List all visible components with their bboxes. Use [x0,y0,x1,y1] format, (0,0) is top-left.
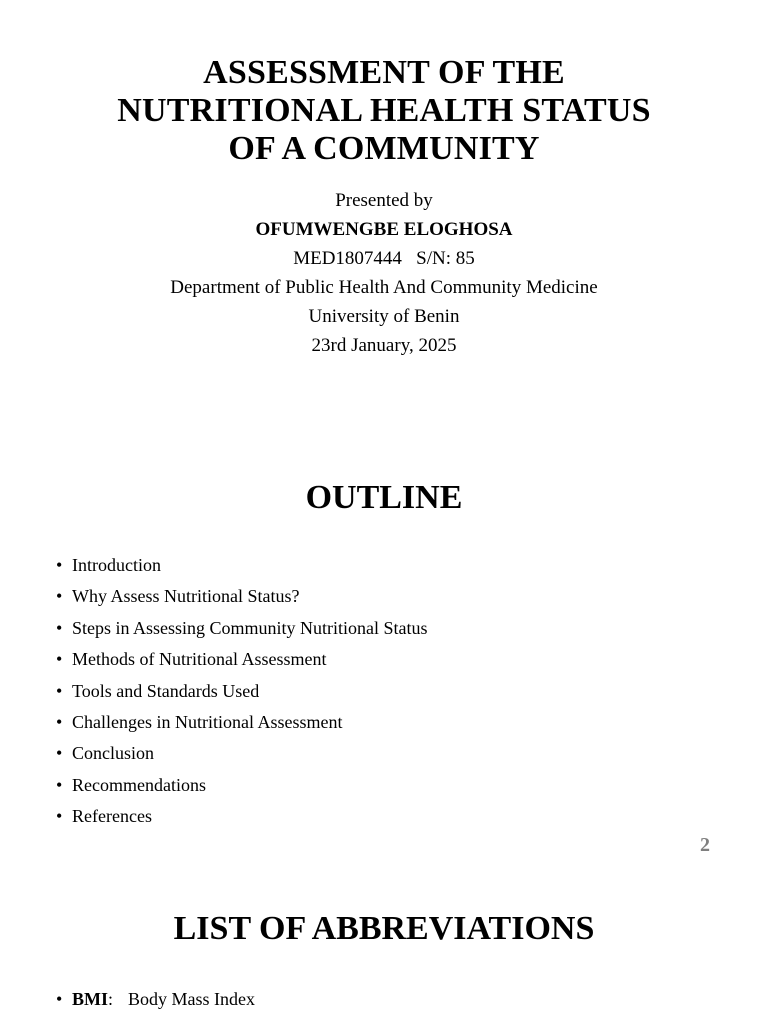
title-line: OF A COMMUNITY [228,130,540,167]
abbreviations-title: LIST OF ABBREVIATIONS [173,910,595,947]
bullet-icon: • [56,555,63,575]
list-item [56,707,428,738]
outline-item-label: Tools and Standards Used [72,680,260,701]
list-item [56,801,428,832]
outline-item-label: Challenges in Nutritional Assessment [72,711,343,732]
outline-list [56,550,428,833]
bullet-icon: • [56,617,63,638]
bullet-icon: • [56,989,63,1009]
bullet-icon: • [56,649,63,670]
list-item [56,613,428,644]
title-line: ASSESSMENT OF THE [203,54,565,91]
outline-item-label: Conclusion [72,743,155,764]
abbreviations-slide [0,900,768,1024]
list-item [56,770,428,801]
list-item [56,984,255,1014]
page-number: 2 [700,834,710,856]
bullet-icon: • [56,774,63,795]
outline-title: OUTLINE [305,479,463,516]
presenter-info [0,186,768,360]
outline-item-label: Steps in Assessing Community Nutritional Status [72,617,428,638]
outline-item-label: Methods of Nutritional Assessment [72,649,327,670]
list-item [56,550,428,581]
presentation-title [0,54,768,168]
list-item [56,676,428,707]
abbreviation-term: BMI [72,989,108,1009]
department-name: Department of Public Health And Community Medicine [170,277,598,298]
outline-slide [0,470,768,870]
outline-item-label: Why Assess Nutritional Status? [72,586,300,607]
presenter-name: OFUMWENGBE ELOGHOSA [255,219,513,240]
abbreviation-definition: Body Mass Index [128,989,255,1009]
bullet-icon: • [56,711,63,732]
title-slide [0,0,768,400]
presented-by-label: Presented by [335,190,433,211]
bullet-icon: • [56,586,63,607]
abbreviation-separator: : [108,989,114,1009]
bullet-icon: • [56,680,63,701]
outline-item-label: References [72,806,152,827]
university-name: University of Benin [308,306,460,327]
abbreviations-list [56,984,255,1014]
list-item [56,738,428,769]
list-item [56,644,428,675]
title-line: NUTRITIONAL HEALTH STATUS [117,92,651,129]
bullet-icon: • [56,806,63,827]
outline-item-label: Recommendations [72,774,206,795]
outline-item-label: Introduction [72,555,161,575]
list-item [56,581,428,612]
bullet-icon: • [56,743,63,764]
presentation-date: 23rd January, 2025 [311,335,457,356]
matric-number: MED1807444 S/N: 85 [293,248,475,269]
